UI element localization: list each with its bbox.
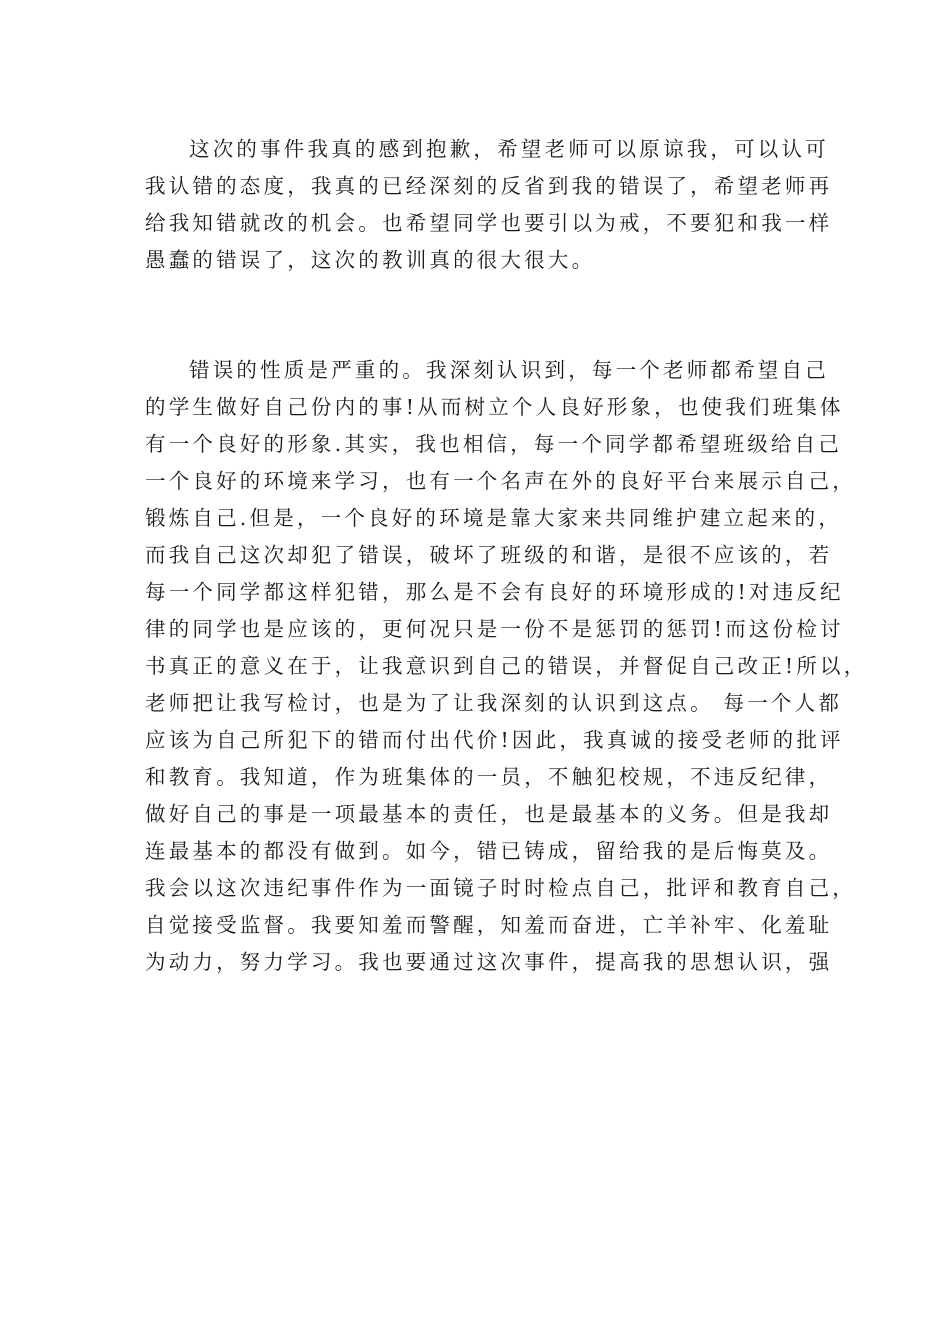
paragraph-line: 自觉接受监督。我要知羞而警醒，知羞而奋进，亡羊补牢、化羞耻 [145, 913, 833, 937]
paragraph-line: 愚蠢的错误了，这次的教训真的很大很大。 [145, 248, 596, 272]
paragraph-line: 的学生做好自己份内的事!从而树立个人良好形象，也使我们班集体 [145, 395, 844, 419]
paragraph-line: 为动力，努力学习。我也要通过这次事件，提高我的思想认识，强 [145, 950, 833, 974]
paragraph-reflection [145, 352, 868, 981]
paragraph-line: 书真正的意义在于，让我意识到自己的错误，并督促自己改正!所以， [145, 654, 868, 678]
paragraph-line: 每一个同学都这样犯错，那么是不会有良好的环境形成的!对违反纪 [145, 580, 844, 604]
paragraph-line: 错误的性质是严重的。我深刻认识到，每一个老师都希望自己 [189, 358, 829, 382]
paragraph-line: 有一个良好的形象.其实，我也相信，每一个同学都希望班级给自己 [145, 432, 843, 456]
paragraph-line: 这次的事件我真的感到抱歉，希望老师可以原谅我，可以认可 [189, 137, 829, 161]
paragraph-line: 而我自己这次却犯了错误，破坏了班级的和谐，是很不应该的，若 [145, 543, 833, 567]
paragraph-line: 律的同学也是应该的，更何况只是一份不是惩罚的惩罚!而这份检讨 [145, 617, 844, 641]
paragraph-line: 应该为自己所犯下的错而付出代价!因此，我真诚的接受老师的批评 [145, 728, 844, 752]
paragraph-apology [145, 131, 833, 279]
paragraph-line: 一个良好的环境来学习，也有一个名声在外的良好平台来展示自己， [145, 469, 856, 493]
paragraph-line: 我会以这次违纪事件作为一面镜子时时检点自己，批评和教育自己， [145, 876, 856, 900]
paragraph-line: 老师把让我写检讨，也是为了让我深刻的认识到这点。 每一个人都 [145, 691, 843, 715]
paragraph-line: 和教育。我知道，作为班集体的一员，不触犯校规，不违反纪律， [145, 765, 833, 789]
paragraph-line: 连最基本的都没有做到。如今，错已铸成，留给我的是后悔莫及。 [145, 839, 833, 863]
paragraph-line: 我认错的态度，我真的已经深刻的反省到我的错误了，希望老师再 [145, 174, 833, 198]
paragraph-line: 锻炼自己.但是，一个良好的环境是靠大家来共同维护建立起来的， [145, 506, 843, 530]
paragraph-line: 做好自己的事是一项最基本的责任，也是最基本的义务。但是我却 [145, 802, 833, 826]
paragraph-line: 给我知错就改的机会。也希望同学也要引以为戒，不要犯和我一样 [145, 211, 833, 235]
